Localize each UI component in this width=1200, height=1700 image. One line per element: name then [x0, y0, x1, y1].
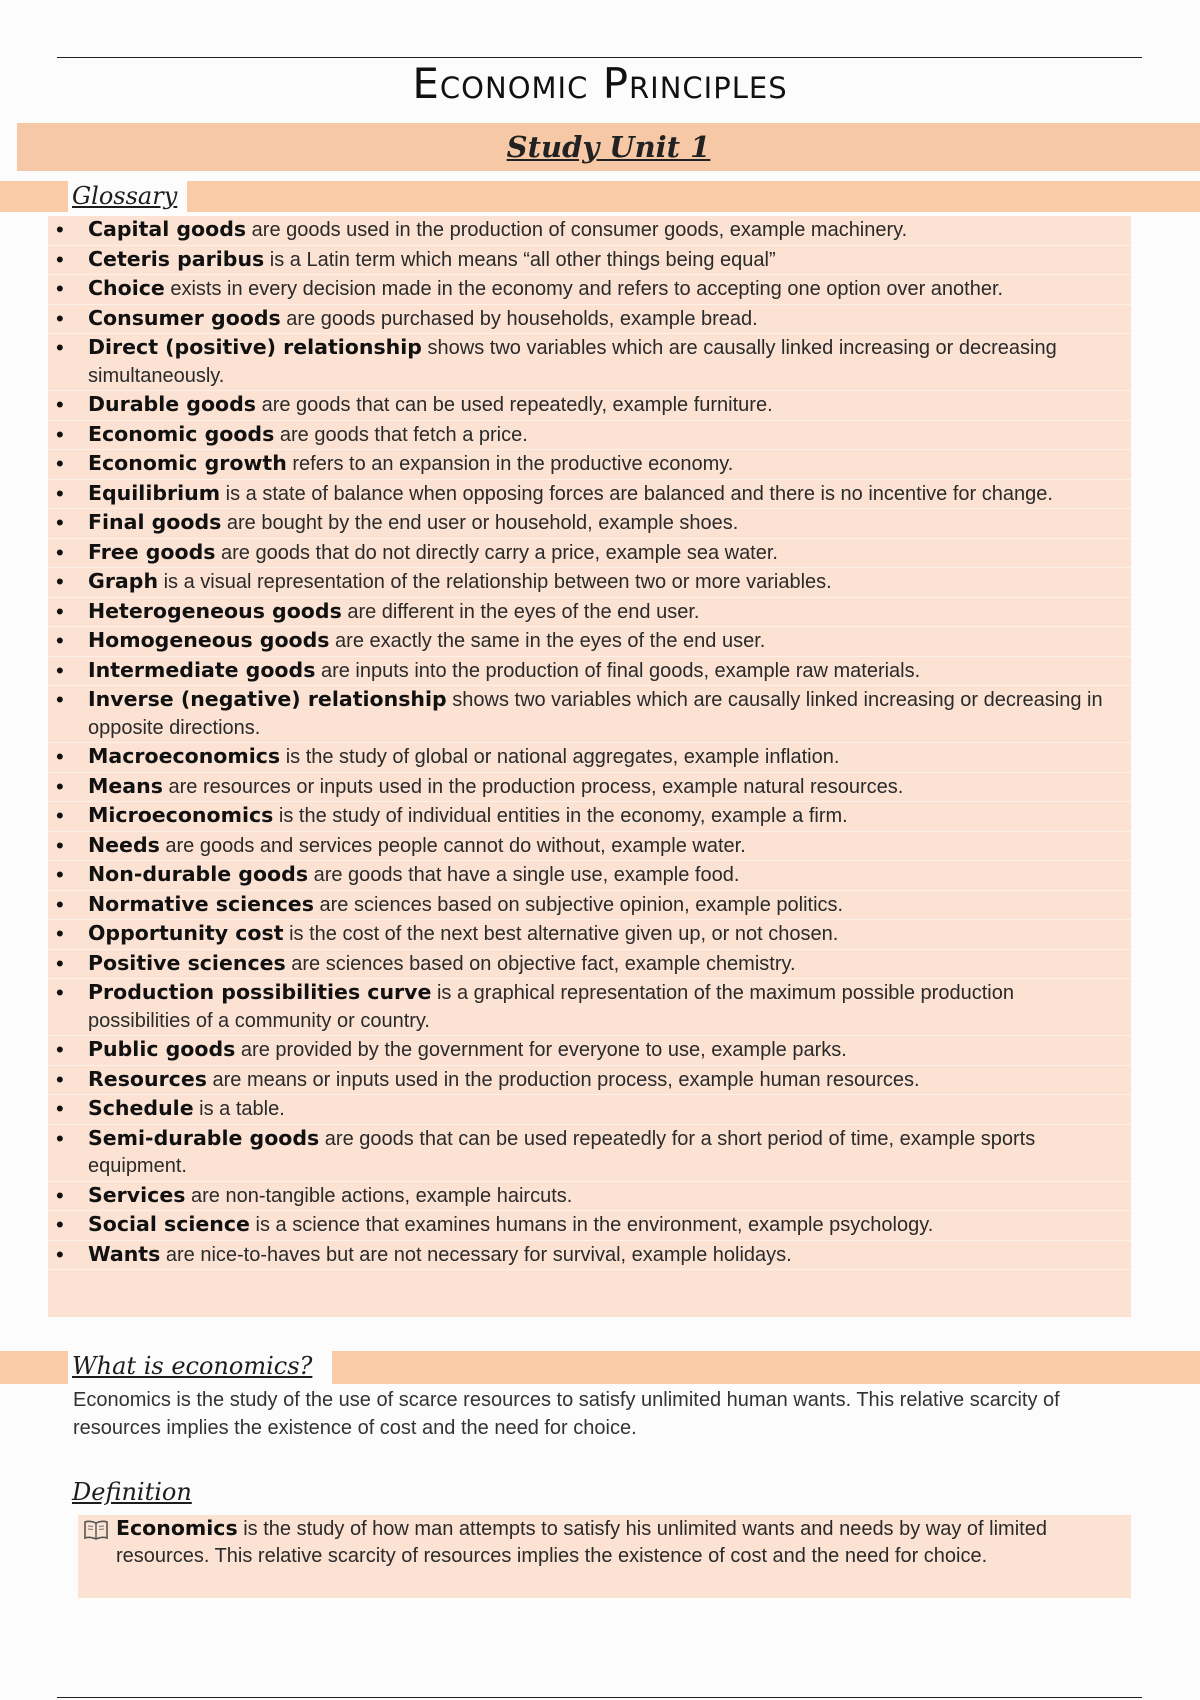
glossary-term: Macroeconomics	[88, 744, 281, 768]
what-is-heading: What is economics?	[68, 1348, 332, 1384]
glossary-term: Non-durable goods	[88, 862, 309, 886]
glossary-term: Final goods	[88, 510, 222, 534]
glossary-term: Positive sciences	[88, 950, 286, 975]
glossary-description: are sciences based on subjective opinion, example politics.	[313, 893, 844, 916]
glossary-term: Graph	[88, 569, 159, 593]
glossary-description: is a graphical representation of the maximum possible production possibilities of a community or country.	[88, 982, 1014, 1032]
glossary-description: are inputs into the production of final goods, example raw materials.	[315, 659, 921, 682]
glossary-description: is a science that examines humans in the environment, example psychology.	[249, 1214, 934, 1236]
glossary-term: Capital goods	[88, 217, 247, 241]
glossary-item	[48, 480, 1131, 510]
glossary-item	[48, 334, 1131, 391]
glossary-item	[48, 568, 1131, 598]
glossary-item	[48, 950, 1131, 980]
glossary-description: are different in the eyes of the end user.	[341, 600, 700, 623]
glossary-description: is the study of global or national aggregates, example inflation.	[280, 746, 840, 768]
glossary-description: are sciences based on objective fact, example chemistry.	[285, 952, 796, 975]
glossary-item	[48, 1211, 1131, 1241]
glossary-description: is a Latin term which means “all other things being equal”	[264, 248, 776, 271]
glossary-item	[48, 743, 1131, 773]
glossary-description: exists in every decision made in the economy and refers to accepting one option over another.	[164, 278, 1004, 300]
glossary-item	[48, 773, 1131, 803]
glossary-term: Economic goods	[88, 421, 275, 446]
glossary-description: is the cost of the next best alternative given up, or not chosen.	[283, 923, 839, 945]
glossary-term: Equilibrium	[88, 480, 221, 505]
glossary-item	[48, 305, 1131, 335]
glossary-description: are goods that have a single use, example food.	[308, 864, 740, 886]
glossary-item	[48, 1125, 1131, 1182]
glossary-item	[48, 421, 1131, 451]
glossary-description: is a visual representation of the relationship between two or more variables.	[158, 571, 832, 593]
glossary-term: Semi-durable goods	[88, 1125, 320, 1150]
glossary-term: Intermediate goods	[88, 657, 316, 682]
glossary-description: are non-tangible actions, example haircuts.	[185, 1184, 573, 1207]
glossary-item	[48, 979, 1131, 1036]
bottom-rule	[57, 1697, 1142, 1698]
glossary-term: Consumer goods	[88, 305, 281, 330]
glossary-term: Durable goods	[88, 392, 257, 416]
definition-heading: Definition	[68, 1474, 202, 1510]
glossary-term: Microeconomics	[88, 803, 274, 827]
study-unit-banner	[17, 123, 1200, 171]
glossary-term: Services	[88, 1182, 186, 1207]
glossary-item	[48, 450, 1131, 480]
book-icon	[82, 1519, 110, 1541]
glossary-term: Normative sciences	[88, 891, 314, 916]
glossary-description: are provided by the government for everyone to use, example parks.	[235, 1039, 847, 1061]
glossary-term: Direct (positive) relationship	[88, 335, 422, 359]
glossary-heading: Glossary	[68, 178, 187, 214]
glossary-item	[48, 1182, 1131, 1212]
glossary-item	[48, 391, 1131, 421]
glossary-item	[48, 657, 1131, 687]
glossary-item	[48, 920, 1131, 950]
glossary-term: Free goods	[88, 539, 216, 564]
glossary-item	[48, 686, 1131, 743]
glossary-term: Means	[88, 773, 163, 798]
glossary-description: is the study of individual entities in the economy, example a firm.	[273, 805, 848, 827]
glossary-term: Inverse (negative) relationship	[88, 687, 447, 711]
study-unit-title: Study Unit 1	[506, 130, 711, 164]
glossary-description: are goods that fetch a price.	[274, 423, 528, 446]
glossary-description: is a state of balance when opposing forces are balanced and there is no incentive for change.	[220, 482, 1053, 505]
definition-term: Economics	[116, 1516, 238, 1540]
glossary-term: Wants	[88, 1241, 161, 1266]
glossary-description: shows two variables which are causally linked increasing or decreasing in opposite directions.	[88, 689, 1103, 739]
glossary-item	[48, 246, 1131, 276]
glossary-item	[48, 861, 1131, 891]
glossary-term: Needs	[88, 832, 160, 857]
glossary-description: refers to an expansion in the productive economy.	[286, 453, 734, 475]
glossary-item	[48, 1036, 1131, 1066]
glossary-term: Public goods	[88, 1037, 236, 1061]
glossary-term: Production possibilities curve	[88, 980, 432, 1004]
glossary-item	[48, 598, 1131, 628]
glossary-item	[48, 216, 1131, 246]
glossary-term: Economic growth	[88, 451, 287, 475]
glossary-description: shows two variables which are causally linked increasing or decreasing simultaneously.	[88, 337, 1057, 387]
glossary-description: are goods used in the production of consumer goods, example machinery.	[246, 219, 908, 241]
glossary-term: Ceteris paribus	[88, 246, 265, 271]
glossary-term: Resources	[88, 1066, 207, 1091]
glossary-description: are goods and services people cannot do without, example water.	[159, 834, 746, 857]
glossary-item	[48, 275, 1131, 305]
glossary-item	[48, 891, 1131, 921]
glossary-term: Heterogeneous goods	[88, 598, 342, 623]
glossary-description: are bought by the end user or household, example shoes.	[221, 512, 739, 534]
definition-body: is the study of how man attempts to satisfy his unlimited wants and needs by way of limited resources. This relative scarcity of resources implies the existence of cost and the need for choice.	[116, 1518, 1047, 1567]
glossary-description: are goods that do not directly carry a price, example sea water.	[215, 541, 778, 564]
glossary-description: are goods that can be used repeatedly, example furniture.	[256, 394, 773, 416]
glossary-item	[48, 509, 1131, 539]
document-title: Economic Principles	[412, 59, 788, 108]
glossary-term: Schedule	[88, 1096, 194, 1120]
glossary-item	[48, 1066, 1131, 1096]
glossary-item	[48, 1241, 1131, 1271]
glossary-description: are goods that can be used repeatedly for a short period of time, example sports equipment.	[88, 1127, 1036, 1177]
glossary-description: are resources or inputs used in the production process, example natural resources.	[162, 775, 904, 798]
glossary-description: are means or inputs used in the production process, example human resources.	[206, 1068, 920, 1091]
glossary-term: Choice	[88, 276, 165, 300]
glossary-item	[48, 539, 1131, 569]
glossary-description: is a table.	[193, 1098, 285, 1120]
glossary-term: Opportunity cost	[88, 921, 284, 945]
glossary-list	[48, 216, 1131, 1270]
what-is-paragraph: Economics is the study of the use of scarce resources to satisfy unlimited human wants. This relative scarcity of resources implies the existence of cost and the need for choice.	[73, 1389, 1060, 1439]
glossary-item	[48, 802, 1131, 832]
glossary-description: are nice-to-haves but are not necessary for survival, example holidays.	[160, 1243, 792, 1266]
glossary-description: are goods purchased by households, example bread.	[280, 307, 758, 330]
definition-box	[78, 1515, 1131, 1598]
glossary-item	[48, 832, 1131, 862]
glossary-term: Social science	[88, 1212, 250, 1236]
glossary-item	[48, 1095, 1131, 1125]
glossary-term: Homogeneous goods	[88, 628, 330, 652]
glossary-item	[48, 627, 1131, 657]
glossary-description: are exactly the same in the eyes of the end user.	[329, 630, 766, 652]
definition-text	[116, 1515, 1116, 1570]
